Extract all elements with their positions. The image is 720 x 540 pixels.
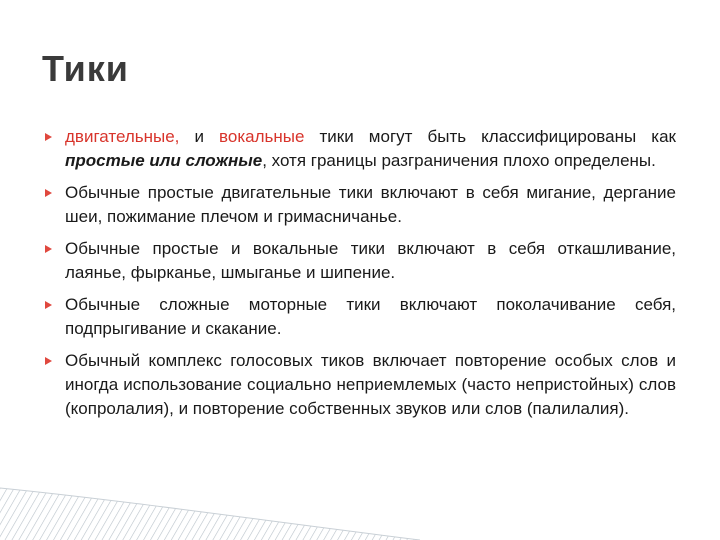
bullet-text: Обычные сложные моторные тики включают поколачивание себя, подпрыгивание и скакание. [65,295,676,338]
slide-title: Тики [42,48,129,89]
bullet-text-part: тики могут быть классифицированы как [304,127,676,146]
bullet-arrow-icon [45,357,52,365]
term-motor: двигательные, [65,127,180,146]
bullet-list [44,125,676,429]
term-vocal: вокальные [219,127,305,146]
bullet-text: Обычный комплекс голосовых тиков включает повторение особых слов и иногда использование социально неприемлемых (часто непристойных) слов (копролалия), и повторение собственных звуков или слов (палилалия). [65,351,676,418]
bullet-item-3 [44,237,676,285]
bullet-text: Обычные простые и вокальные тики включают в себя откашливание, лаянье, фырканье, шмыганье и шипение. [65,239,676,282]
bullet-arrow-icon [45,133,52,141]
bullet-item-4 [44,293,676,341]
bullet-item-1 [44,125,676,173]
term-simple-complex: простые или сложные [65,151,263,170]
bullet-text-part: , хотя границы разграничения плохо определены. [262,151,656,170]
bullet-arrow-icon [45,301,52,309]
decorative-hatch-swoosh [0,440,420,540]
bullet-arrow-icon [45,189,52,197]
bullet-text-part: и [179,127,220,146]
bullet-item-5 [44,349,676,421]
bullet-text: Обычные простые двигательные тики включают в себя мигание, дергание шеи, пожимание плечом и гримасничанье. [65,183,676,226]
bullet-item-2 [44,181,676,229]
bullet-arrow-icon [45,245,52,253]
